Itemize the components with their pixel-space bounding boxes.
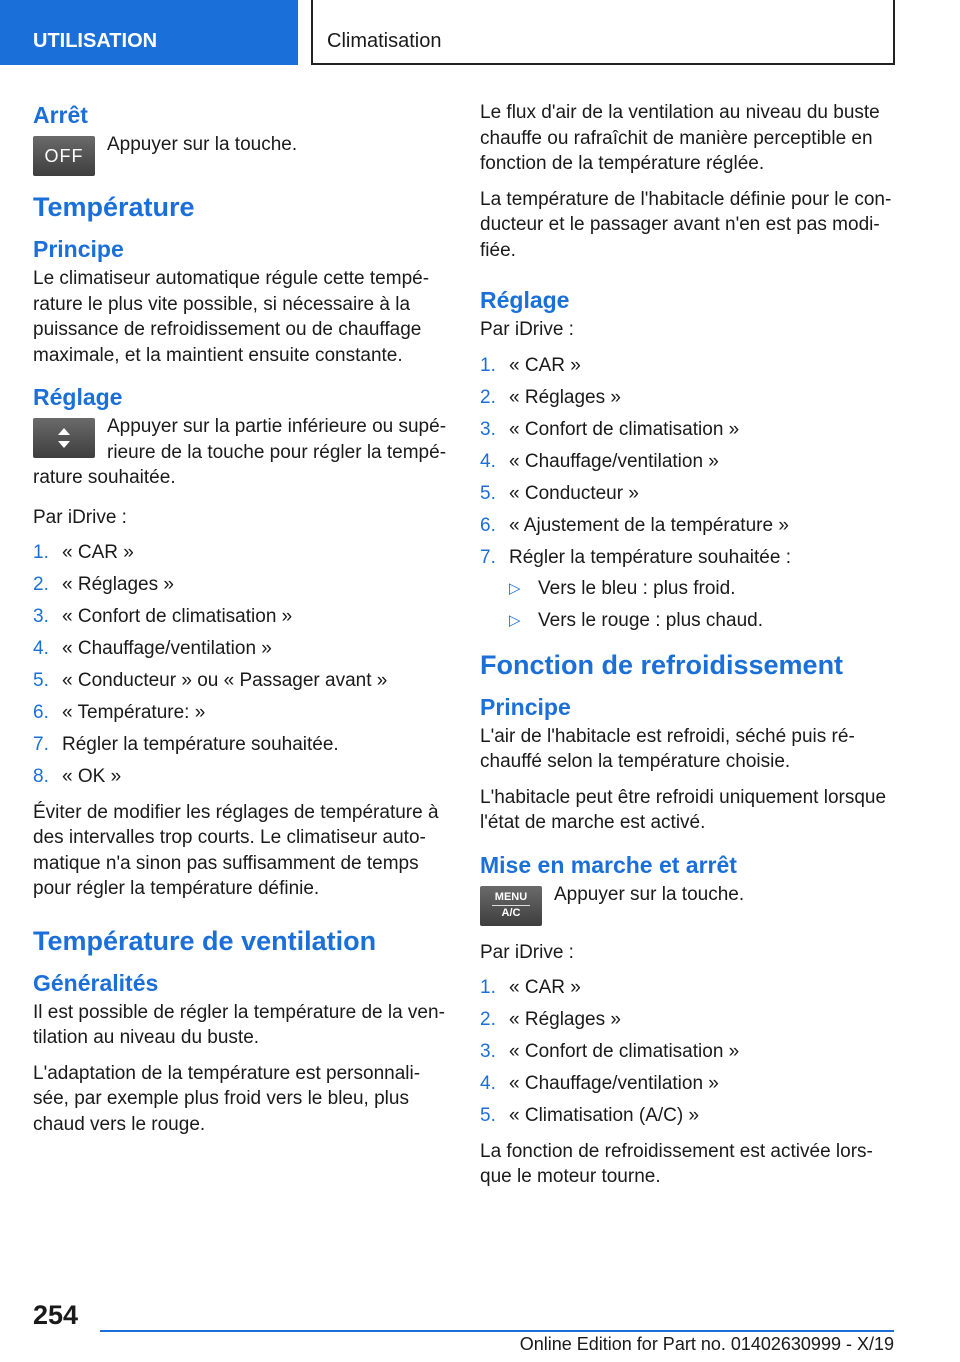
step-number: 5. [480,1105,496,1126]
step-text: « Confort de climatisation » [509,418,740,440]
step-text: « CAR » [509,354,581,376]
warning-text: Éviter de modifier les réglages de température à des intervalles trop courts. Le climatiseur automatique n'a sinon pas suffisamment de temps pour régler la température définie. [33,801,439,899]
step-text: « OK » [62,766,122,787]
step-number: 4. [33,638,49,659]
step-text: « Réglages » [509,386,621,408]
left-steps-list [33,540,449,790]
principe-p1-right: L'air de l'habitacle est refroidi, séché puis réchauffé selon la température choisie. [480,725,855,772]
arrow-up-icon [58,428,70,435]
list-item [33,636,449,662]
step-text: « Ajustement de la température » [509,514,789,536]
list-item [480,417,896,443]
triangle-bullet-icon: ▷ [509,612,521,629]
list-item [480,975,896,1001]
reglage-heading: Réglage [33,384,123,410]
substeps-list [509,576,896,634]
menu-label: MENU [494,891,528,903]
step-number: 4. [480,1073,496,1094]
off-button-icon: OFF [33,136,95,176]
list-item [480,1071,896,1097]
idrive-label: Par iDrive : [33,506,127,528]
ac-label: A/C [501,907,521,919]
list-item [480,481,896,507]
step-number: 3. [480,418,496,440]
step-number: 3. [480,1041,496,1062]
reglage-heading-right: Réglage [480,287,570,313]
list-item [33,540,449,566]
reglage-row [33,414,449,491]
step-number: 7. [480,546,496,568]
list-item [33,668,449,694]
step-number: 1. [33,542,49,563]
list-item [480,449,896,475]
generalites-p1: Il est possible de régler la température de la ventilation au niveau du buste. [33,1001,445,1048]
reglage-text: Appuyer sur la partie inférieure ou supérieure de la touche pour régler la température souhaitée. [33,416,447,488]
generalites-heading: Généralités [33,969,159,996]
step-number: 6. [33,702,49,723]
step-number: 5. [480,482,496,504]
step-number: 4. [480,450,496,472]
ventilation-p2: La température de l'habitacle définie pour le conducteur et le passager avant n'en est pas modifiée. [480,188,892,261]
step-text: Régler la température souhaitée. [62,734,339,755]
up-down-button-icon [33,418,95,458]
step-number: 2. [480,1009,496,1030]
step-text: « CAR » [509,977,581,998]
divider [492,905,530,906]
menu-row [480,882,896,926]
list-item [480,545,896,634]
step-number: 1. [480,977,496,998]
list-item [480,353,896,379]
list-item [480,385,896,411]
step-text: Régler la température souhaitée : [509,546,791,568]
right-steps-list [480,353,896,634]
step-text: « Conducteur » ou « Passager avant » [62,670,388,691]
list-item [33,764,449,790]
temperature-heading: Température [33,192,195,222]
triangle-bullet-icon: ▷ [509,580,521,597]
refroidissement-heading: Fonction de refroidissement [480,649,844,680]
list-item [480,1039,896,1065]
step-text: « Chauffage/ventilation » [509,1073,719,1094]
substep-text: Vers le rouge : plus chaud. [538,610,763,631]
idrive-label-right2: Par iDrive : [480,941,574,963]
step-number: 8. [33,766,49,787]
left-column [33,100,449,1147]
substep-text: Vers le bleu : plus froid. [538,578,736,599]
step-text: « Température: » [62,702,206,723]
step-text: « Réglages » [509,1009,621,1030]
list-item [509,608,896,634]
list-item [33,700,449,726]
header-chapter: Climatisation [311,0,895,65]
list-item [480,1007,896,1033]
step-number: 6. [480,514,496,536]
list-item [509,576,896,602]
step-number: 2. [480,386,496,408]
off-row [33,132,449,176]
list-item [33,732,449,758]
footer-edition: Online Edition for Part no. 01402630999 - X/19 [519,1334,894,1354]
list-item [33,604,449,630]
off-text: Appuyer sur la touche. [107,134,298,155]
step-number: 5. [33,670,49,691]
principe-p2-right: L'habitacle peut être refroidi uniquement lorsque l'état de marche est activé. [480,786,887,833]
list-item [480,513,896,539]
right-steps2-list [480,975,896,1129]
principe-text: Le climatiseur automatique régule cette température le plus vite possible, si nécessaire à la puissance de refroidissement ou de chauffage maximale, et la maintient ensuite constante. [33,268,430,366]
generalites-p2: L'adaptation de la température est personnalisée, par exemple plus froid vers le bleu, plus chaud vers le rouge. [33,1062,421,1135]
step-text: « Conducteur » [509,482,639,504]
step-text: « Confort de climatisation » [62,606,293,627]
page-number: 254 [33,1300,79,1330]
step-number: 3. [33,606,49,627]
step-text: « CAR » [62,542,134,563]
principe-heading: Principe [33,236,124,262]
list-item [33,572,449,598]
final-text: La fonction de refroidissement est activée lorsque le moteur tourne. [480,1140,873,1187]
ventilation-heading: Température de ventilation [33,925,377,956]
arret-heading: Arrêt [33,102,88,128]
principe-heading-right: Principe [480,693,571,720]
step-number: 2. [33,574,49,595]
marche-text: Appuyer sur la touche. [554,883,745,905]
step-text: « Réglages » [62,574,174,595]
step-text: « Chauffage/ventilation » [62,638,272,659]
arrow-down-icon [58,441,70,448]
idrive-label-right: Par iDrive : [480,319,574,340]
ventilation-p1: Le flux d'air de la ventilation au niveau du buste chauffe ou rafraîchit de manière perceptible en fonction de la température réglée. [480,102,880,174]
menu-ac-button-icon [480,886,542,926]
step-text: « Climatisation (A/C) » [509,1105,700,1126]
step-text: « Confort de climatisation » [509,1041,740,1062]
step-number: 7. [33,734,49,755]
step-number: 1. [480,354,496,376]
list-item [480,1103,896,1129]
footer-divider [100,1330,894,1332]
right-column [480,100,896,1200]
step-text: « Chauffage/ventilation » [509,450,719,472]
marche-heading: Mise en marche et arrêt [480,851,737,878]
header-section: UTILISATION [0,0,298,65]
